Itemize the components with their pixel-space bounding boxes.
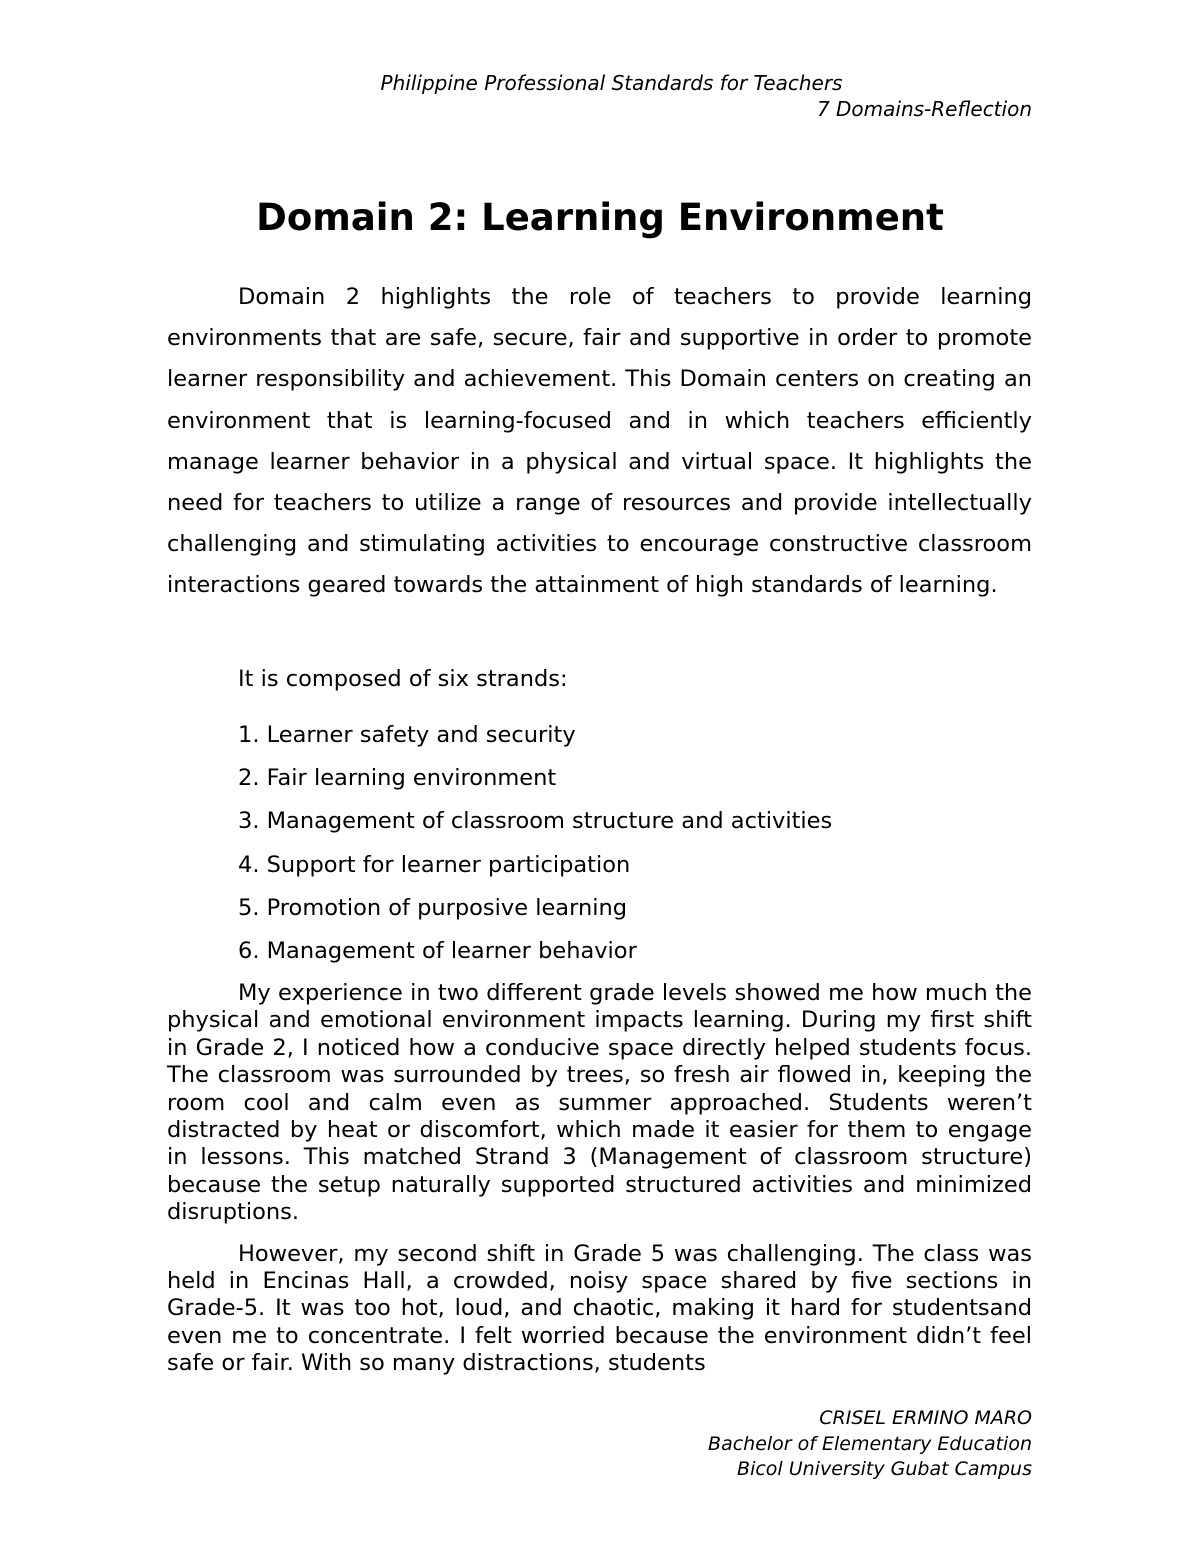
- strand-item: 6. Management of learner behavior: [238, 937, 637, 964]
- running-header: [167, 70, 1032, 122]
- reflection-paragraph: My experience in two different grade levels showed me how much the physical and emotional environment impacts learning. During my first shift in Grade 2, I noticed how a conducive space directly helped students focus. The classroom was surrounded by trees, so fresh air flowed in, keeping the room cool and calm even as summer approached. Students weren’t distracted by heat or discomfort, which made it easier for them to engage in lessons. This matched Strand 3 (Management of classroom structure) because the setup naturally supported structured activities and minimized disruptions.: [167, 980, 1032, 1226]
- strands-list: [238, 718, 832, 977]
- strand-item: 4. Support for learner participation: [238, 851, 631, 878]
- reflection-paragraph: However, my second shift in Grade 5 was challenging. The class was held in Encinas Hall, a crowded, noisy space shared by five sections in Grade-5. It was too hot, loud, and chaotic, making it hard for studentsand even me to concentrate. I felt worried because the environment didn’t feel safe or fair. With so many distractions, students: [167, 1240, 1032, 1377]
- strand-item: 5. Promotion of purposive learning: [238, 894, 628, 921]
- intro-paragraph: [167, 277, 1032, 607]
- strand-item: 1. Learner safety and security: [238, 722, 576, 748]
- strand-item: 2. Fair learning environment: [238, 765, 557, 792]
- strands-lead-text: It is composed of six strands:: [238, 666, 568, 692]
- strand-item: 3. Management of classroom structure and activities: [238, 808, 833, 835]
- header-standards-title: Philippine Professional Standards for Teachers: [380, 71, 843, 95]
- author-program: Bachelor of Elementary Education: [708, 1432, 1032, 1455]
- author-name: CRISEL ERMINO MARO: [819, 1407, 1032, 1429]
- reflection-section: [167, 980, 1032, 1392]
- author-school: Bicol University Gubat Campus: [737, 1458, 1032, 1480]
- running-footer: [167, 1406, 1032, 1483]
- header-reflection-label: 7 Domains-Reflection: [816, 97, 1032, 121]
- intro-text: Domain 2 highlights the role of teachers to provide learning environments that are safe, secure, fair and supportive in order to promote learner responsibility and achievement. This Domain centers on creating an environment that is learning-focused and in which teachers efficiently manage learner behavior in a physical and virtual space. It highlights the need for teachers to utilize a range of resources and provide intellectually challenging and stimulating activities to encourage constructive classroom interactions geared towards the attainment of high standards of learning.: [167, 284, 1032, 599]
- page-title: Domain 2: Learning Environment: [256, 196, 944, 239]
